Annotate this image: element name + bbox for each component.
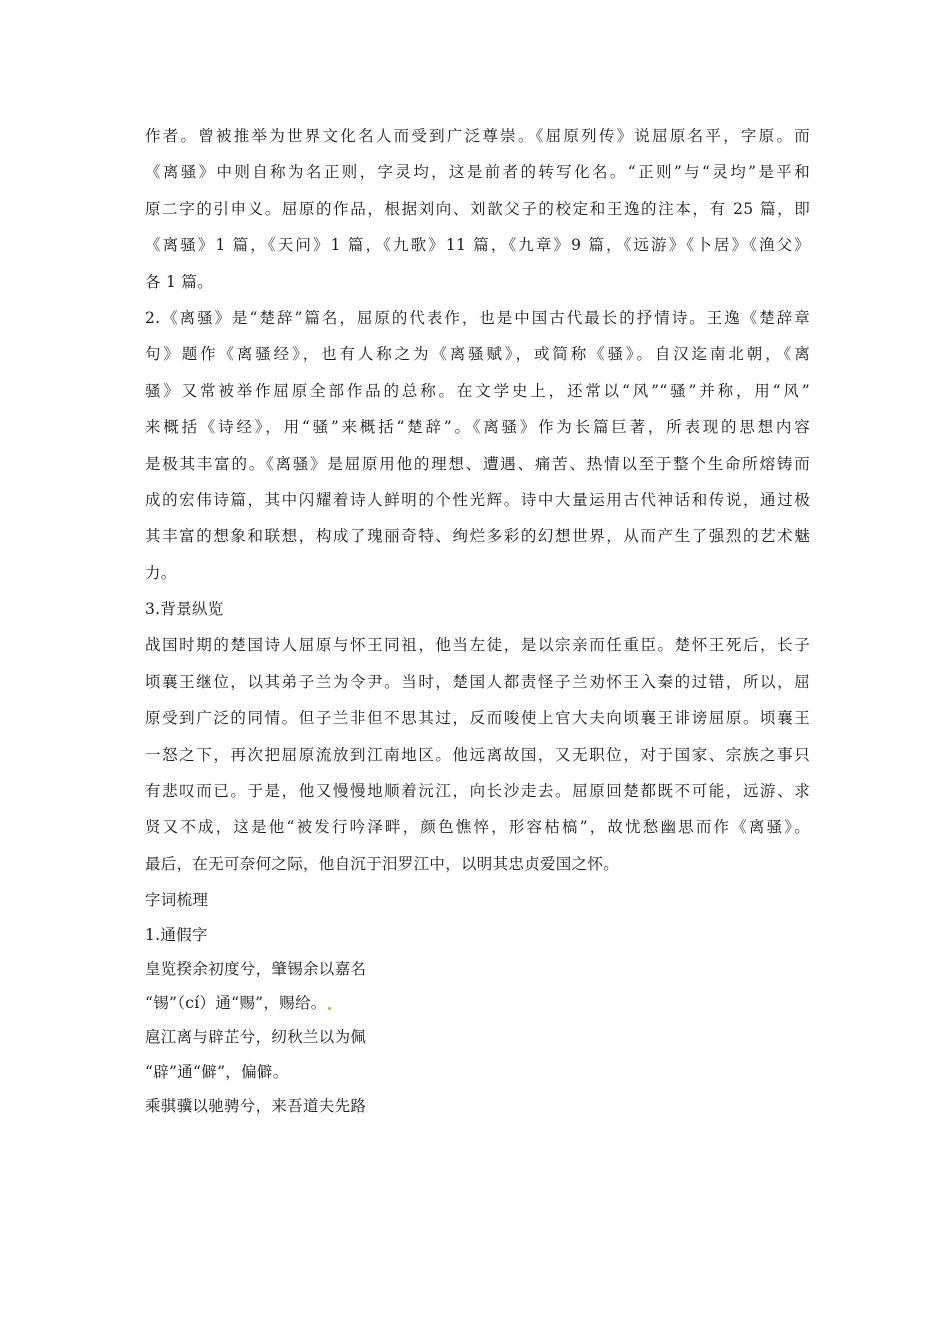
text-line: 是极其丰富的。《离骚》是屈原用他的理想、遭遇、痛苦、热情以至于整个生命所熔铸而	[145, 454, 810, 473]
text-line: 作者。曾被推举为世界文化名人而受到广泛尊崇。《屈原列传》说屈原名平，字原。而	[145, 127, 810, 145]
list-item: 皇览揆余初度兮，肇锡余以嘉名	[145, 959, 367, 978]
sub-heading-loan-characters: 1.通假字	[145, 925, 208, 944]
list-item: 扈江离与辟芷兮，纫秋兰以为佩	[145, 1028, 367, 1047]
paragraph-lisao-intro	[145, 300, 810, 591]
text-line: 句》题作《离骚经》，也有人称之为《离骚赋》，或简称《骚》。自汉迄南北朝，《离	[145, 345, 810, 364]
list-item	[145, 987, 810, 1019]
text-line: 其丰富的想象和联想，构成了瑰丽奇特、绚烂多彩的幻想世界，从而产生了强烈的艺术魅	[145, 527, 810, 546]
text-line: 骚》又常被举作屈原全部作品的总称。在文学史上，还常以“风”“骚”并称，用“风”	[145, 381, 810, 400]
text-line: 2.《离骚》是“楚辞”篇名，屈原的代表作，也是中国古代最长的抒情诗。王逸《楚辞章	[145, 308, 810, 327]
list-item: “辟”通“僻”，偏僻。	[145, 1062, 289, 1081]
text-line: 《离骚》中则自称为名正则，字灵均，这是前者的转写化名。“正则”与“灵均”是平和	[145, 163, 810, 182]
text-line: 成的宏伟诗篇，其中闪耀着诗人鲜明的个性光辉。诗中大量运用古代神话和传说，通过极	[145, 490, 810, 509]
list-item-text: “锡”（cí）通“赐”，赐给。	[145, 994, 327, 1013]
section-title-vocabulary: 字词梳理	[145, 891, 209, 910]
text-line: 原二字的引申义。屈原的作品，根据刘向、刘歆父子的校定和王逸的注本，有 25 篇，即	[145, 199, 810, 218]
text-line: 战国时期的楚国诗人屈原与怀王同祖，他当左徒，是以宗亲而任重臣。楚怀王死后，长子	[145, 636, 810, 655]
marker-dot	[328, 1007, 331, 1010]
list-item: 乘骐骥以驰骋兮，来吾道夫先路	[145, 1096, 367, 1115]
paragraph-author-intro	[145, 118, 810, 300]
text-line: 一怒之下，再次把屈原流放到江南地区。他远离故国，又无职位，对于国家、宗族之事只	[145, 745, 810, 764]
paragraph-background	[145, 627, 810, 882]
vocabulary-list	[145, 951, 810, 1125]
text-line: 原受到广泛的同情。但子兰非但不思其过，反而唆使上官大夫向顷襄王诽谤屈原。顷襄王	[145, 709, 810, 728]
text-line: 《离骚》1 篇，《天问》1 篇，《九歌》11 篇，《九章》9 篇，《远游》《卜居》《渔父》	[145, 236, 810, 255]
text-line: 顷襄王继位，以其弟子兰为令尹。当时，楚国人都责怪子兰劝怀王入秦的过错，所以，屈	[145, 672, 810, 691]
text-line: 贤又不成，这是他“被发行吟泽畔，颜色憔悴，形容枯槁”，故忧愁幽思而作《离骚》。	[145, 818, 810, 837]
text-line: 力。	[145, 563, 177, 582]
text-line: 各 1 篇。	[145, 272, 214, 291]
document-body	[145, 118, 810, 1124]
text-line: 有悲叹而已。于是，他又慢慢地顺着沅江，向长沙走去。屈原回楚都既不可能，远游、求	[145, 782, 810, 801]
text-line: 最后，在无可奈何之际，他自沉于汨罗江中，以明其忠贞爱国之怀。	[145, 854, 620, 873]
section-heading-background: 3.背景纵览	[145, 600, 224, 619]
text-line: 来概括《诗经》，用“骚”来概括“楚辞”。《离骚》作为长篇巨著，所表现的思想内容	[145, 418, 810, 437]
